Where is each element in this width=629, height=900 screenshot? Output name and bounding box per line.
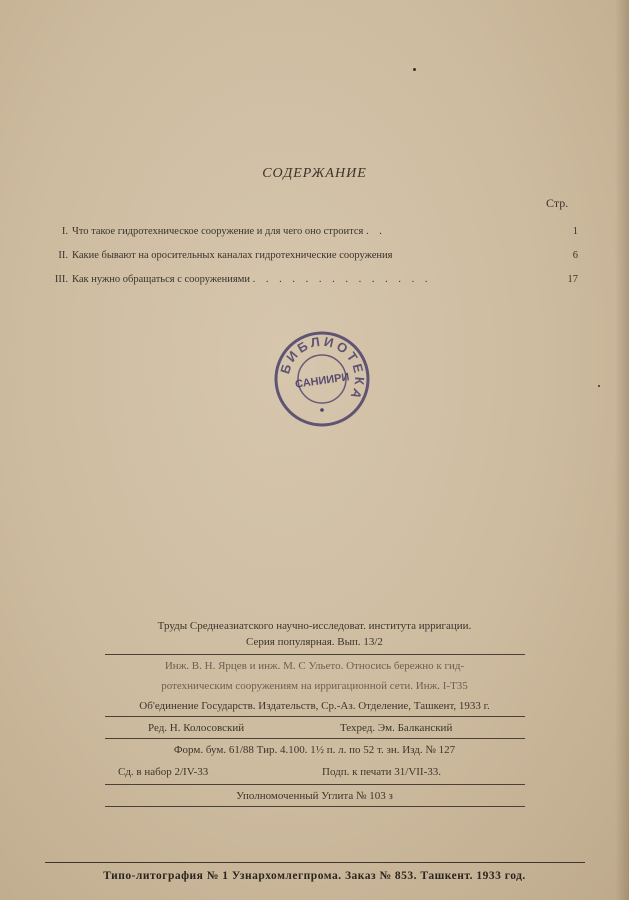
stamp-dot	[320, 408, 324, 412]
toc-item-title: Что такое гидротехническое сооружение и для чего оно строится	[72, 226, 364, 237]
toc-item-title: Как нужно обращаться с сооружениями	[72, 274, 250, 285]
toc-item-number: III.	[54, 274, 68, 285]
library-stamp	[273, 330, 371, 428]
printer-line: Типо-литография № 1 Узнархомлегпрома. Заказ № 853. Ташкент. 1933 год.	[103, 870, 526, 882]
toc-item-leader: . .	[365, 226, 386, 237]
footer-rule	[45, 862, 585, 863]
toc-item-number: II.	[58, 250, 68, 261]
editor: Ред. Н. Колосовский	[148, 722, 245, 734]
ink-speck	[413, 68, 416, 71]
stamp-ring-text: БИБЛИОТЕКА	[277, 333, 368, 404]
toc-item-page: 17	[567, 274, 578, 285]
toc-item-text	[72, 274, 431, 285]
print-dates-line	[0, 766, 629, 780]
divider	[105, 738, 525, 739]
signed-date: Подп. к печати 31/VII-33.	[322, 766, 442, 778]
toc-item-leader: . . . . . . . . . . . . . .	[252, 274, 432, 285]
toc-item	[48, 226, 578, 242]
divider	[105, 806, 525, 807]
toc-item-title: Какие бывают на оросительных каналах гидротехнические сооружения	[72, 250, 393, 261]
authorized-line: Уполномоченный Углита № 103 з	[236, 790, 393, 802]
toc-title: СОДЕРЖАНИЕ	[262, 166, 367, 181]
editors-line	[0, 722, 629, 736]
page-edge-shadow	[615, 0, 629, 900]
toc-item	[48, 250, 578, 266]
toc-page-header: Стр.	[546, 196, 569, 210]
toc-item-text	[72, 226, 386, 237]
toc-item-page: 6	[572, 250, 578, 261]
series-line: Труды Среднеазиатского научно-исследоват. института ирригации.	[157, 620, 472, 632]
series-issue: Серия популярная. Вып. 13/2	[246, 636, 383, 648]
tech-editor: Техред. Эм. Балканский	[340, 722, 453, 734]
format-line: Форм. бум. 61/88 Тир. 4.100. 1½ п. л. по 52 т. зн. Изд. № 127	[173, 744, 456, 756]
stamp-center-text: САНИИРИ	[294, 371, 351, 391]
divider	[105, 716, 525, 717]
divider	[105, 654, 525, 655]
authors-title-line-2: ротехническим сооружениям на ирригационной сети. Инж. I-T35	[161, 680, 468, 692]
ink-speck	[598, 385, 600, 387]
publisher-line: Об'единение Государств. Издательств, Ср.-Аз. Отделение, Ташкент, 1933 г.	[139, 700, 490, 712]
authors-title-line: Инж. В. Н. Ярцев и инж. М. С Ульето. Относись бережно к гид-	[164, 660, 465, 672]
toc-item-text	[72, 250, 392, 261]
divider	[105, 784, 525, 785]
toc-item	[48, 274, 578, 290]
typeset-date: Сд. в набор 2/IV-33	[118, 766, 209, 778]
toc-item-page: 1	[572, 226, 578, 237]
toc-item-number: I.	[61, 226, 68, 237]
